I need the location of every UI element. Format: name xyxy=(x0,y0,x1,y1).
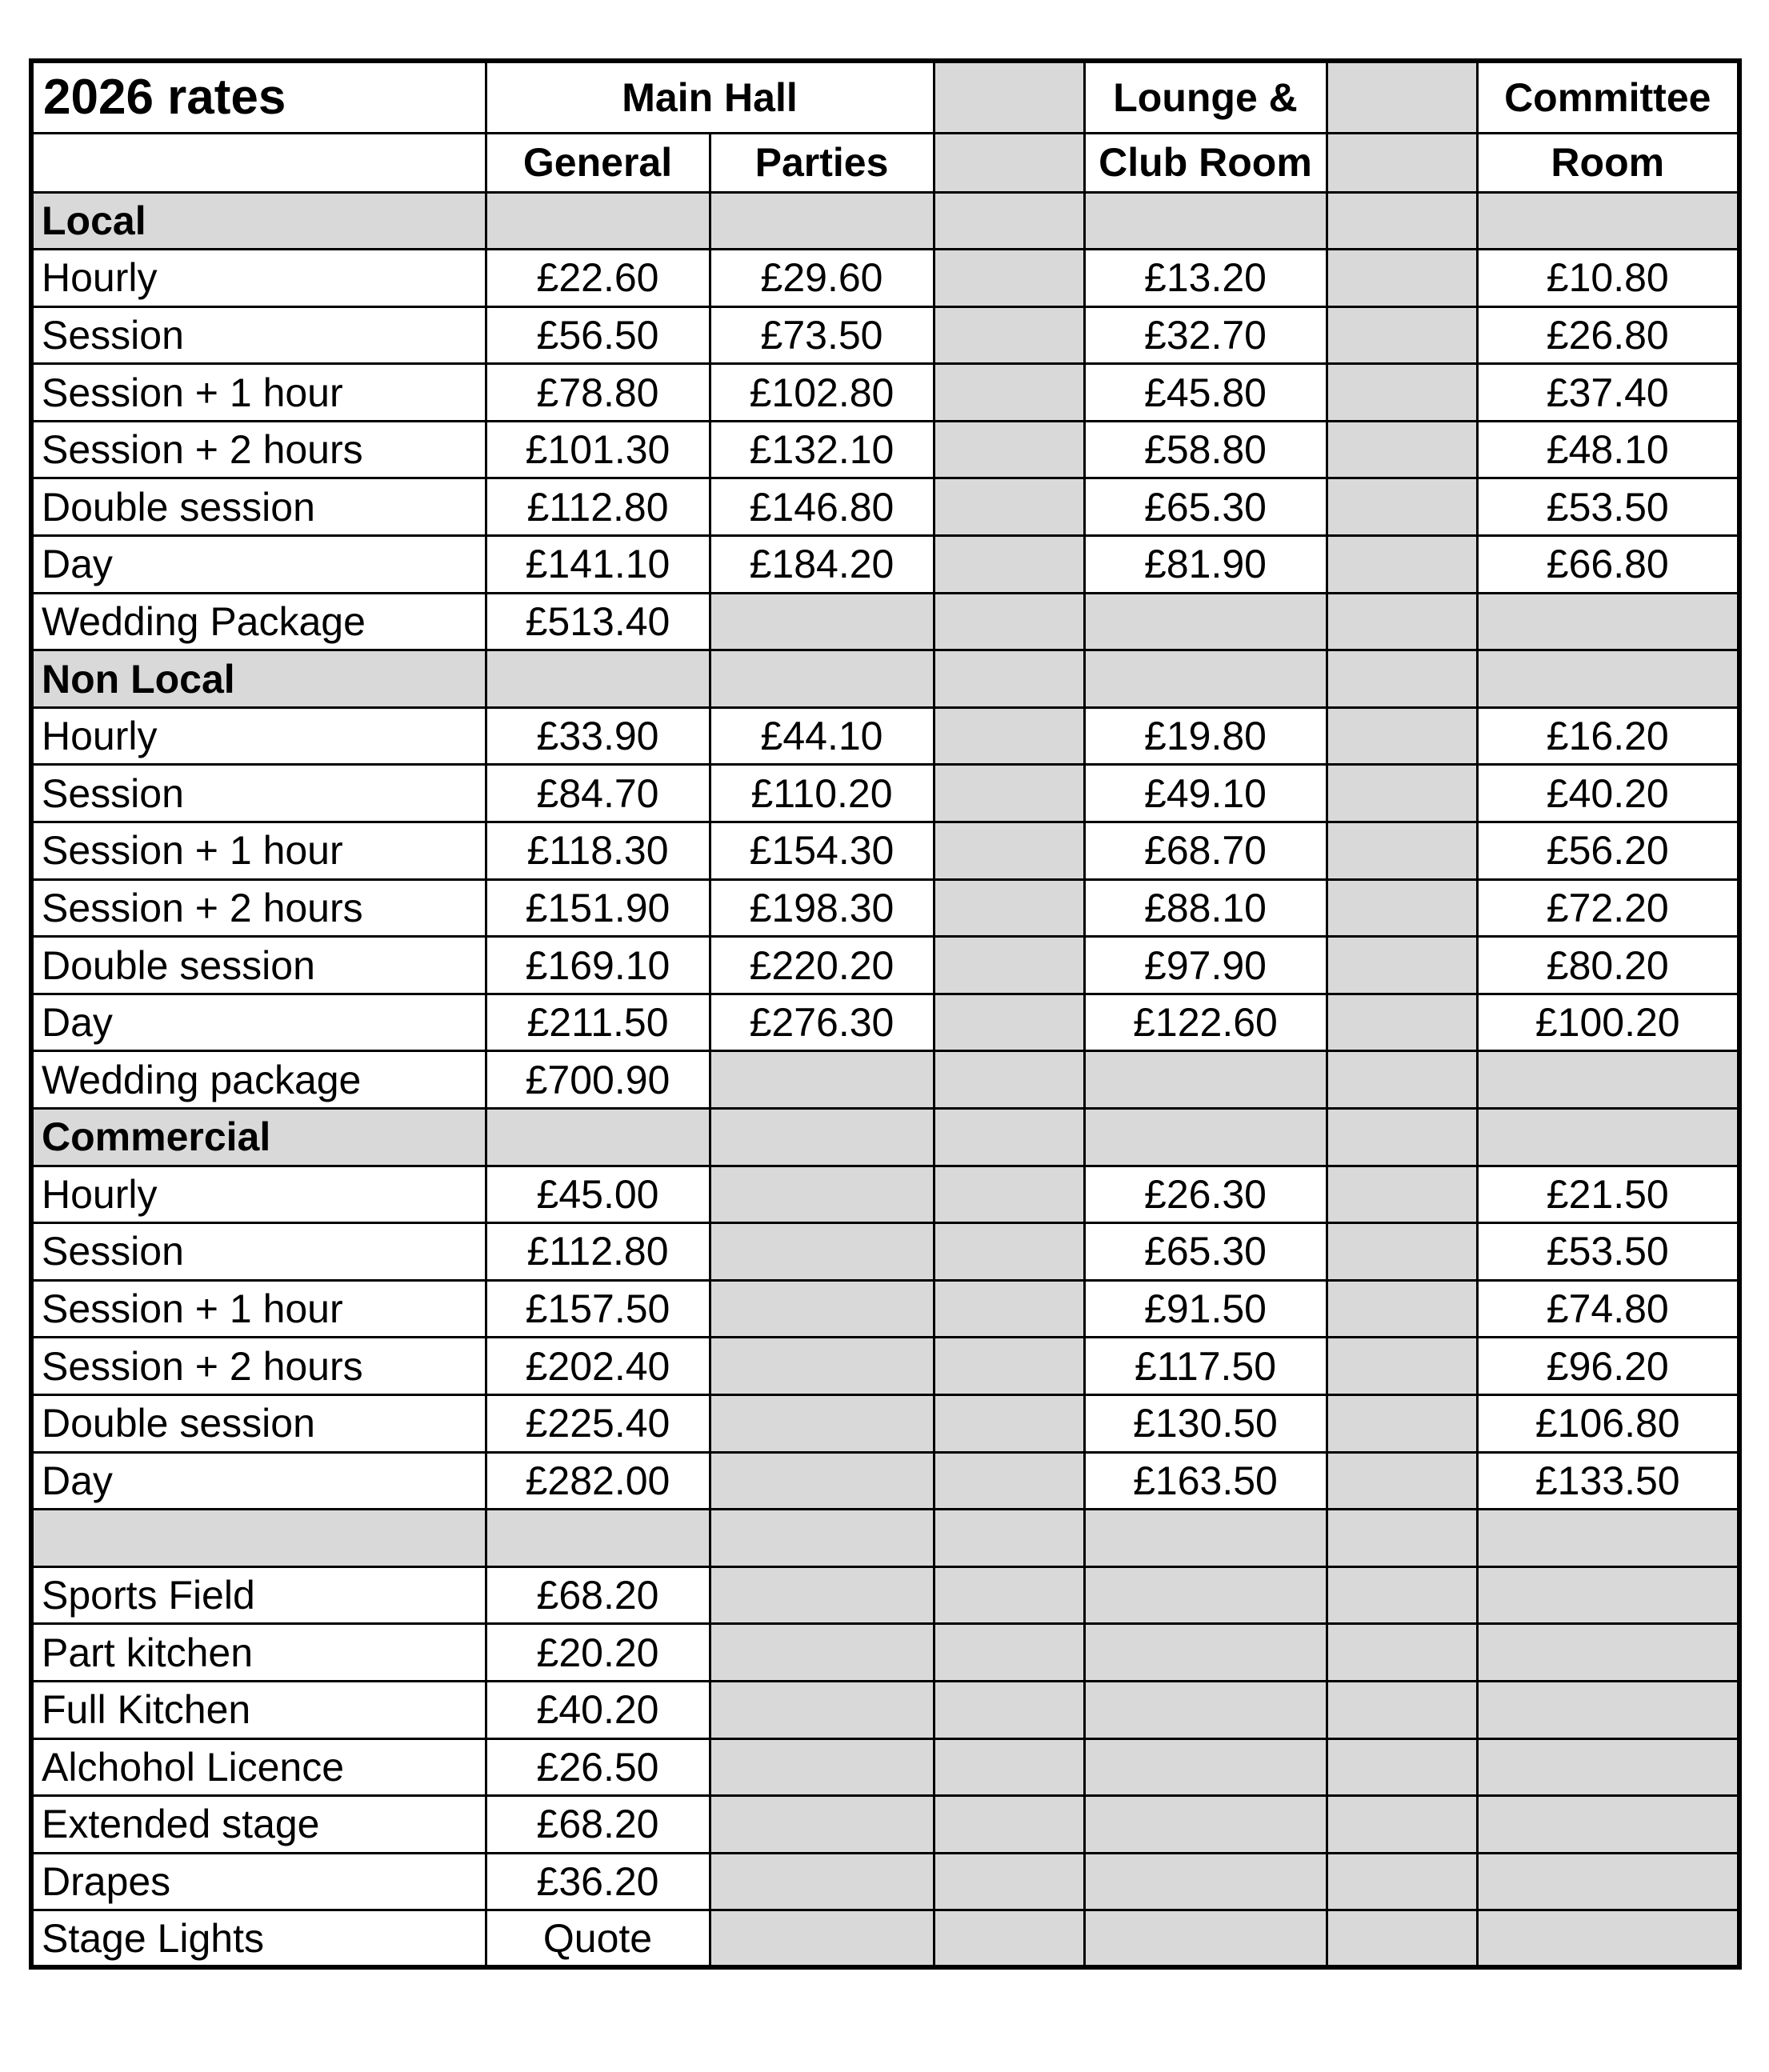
general-rate: £169.10 xyxy=(486,937,710,994)
spacer-cell xyxy=(934,1166,1084,1223)
lounge-rate: £13.20 xyxy=(1084,250,1327,307)
non-local-header-row xyxy=(31,650,1739,708)
parties-rate xyxy=(710,1280,934,1338)
table-row xyxy=(31,765,1739,822)
spacer-cell xyxy=(1327,133,1477,192)
general-rate: £700.90 xyxy=(486,1051,710,1109)
shaded-cell xyxy=(1084,1624,1327,1682)
shaded-cell xyxy=(1084,1510,1327,1567)
shaded-cell xyxy=(1477,1510,1739,1567)
row-label: Hourly xyxy=(31,707,486,765)
shaded-cell xyxy=(486,192,710,250)
shaded-cell xyxy=(486,1510,710,1567)
spacer-cell xyxy=(1327,1394,1477,1452)
committee-rate: £48.10 xyxy=(1477,421,1739,478)
table-row xyxy=(31,593,1739,650)
spacer-cell xyxy=(1327,593,1477,650)
shaded-cell xyxy=(1477,1109,1739,1166)
shaded-cell xyxy=(710,1109,934,1166)
extras-row xyxy=(31,1681,1739,1738)
lounge-rate: £65.30 xyxy=(1084,478,1327,536)
shaded-cell xyxy=(1084,1109,1327,1166)
row-label: Wedding package xyxy=(31,1051,486,1109)
spacer-cell xyxy=(934,707,1084,765)
parties-rate: £146.80 xyxy=(710,478,934,536)
table-row xyxy=(31,1051,1739,1109)
spacer-cell xyxy=(934,994,1084,1051)
parties-rate: £154.30 xyxy=(710,822,934,880)
parties-rate xyxy=(710,1394,934,1452)
shaded-cell xyxy=(934,1624,1084,1682)
shaded-cell xyxy=(710,1853,934,1910)
committee-rate: £10.80 xyxy=(1477,250,1739,307)
spacer-cell xyxy=(934,421,1084,478)
committee-rate: £133.50 xyxy=(1477,1452,1739,1510)
table-row xyxy=(31,879,1739,937)
row-label: Day xyxy=(31,536,486,594)
committee-rate xyxy=(1477,1051,1739,1109)
parties-rate: £220.20 xyxy=(710,937,934,994)
table-row xyxy=(31,1394,1739,1452)
lounge-rate: £81.90 xyxy=(1084,536,1327,594)
spacer-cell xyxy=(1327,1223,1477,1281)
spacer-cell xyxy=(1327,1452,1477,1510)
shaded-cell xyxy=(1477,192,1739,250)
shaded-cell xyxy=(1477,1624,1739,1682)
shaded-cell xyxy=(710,192,934,250)
spacer-cell xyxy=(1327,765,1477,822)
row-label: Session xyxy=(31,1223,486,1281)
lounge-rate: £65.30 xyxy=(1084,1223,1327,1281)
row-label: Full Kitchen xyxy=(31,1681,486,1738)
row-label: Session + 2 hours xyxy=(31,879,486,937)
general-rate: £40.20 xyxy=(486,1681,710,1738)
general-rate: £141.10 xyxy=(486,536,710,594)
spacer-cell xyxy=(934,879,1084,937)
parties-rate: £102.80 xyxy=(710,364,934,422)
header-lounge-line2: Club Room xyxy=(1084,133,1327,192)
spacer-cell xyxy=(934,478,1084,536)
general-rate: £513.40 xyxy=(486,593,710,650)
shaded-cell xyxy=(1477,1853,1739,1910)
lounge-rate: £117.50 xyxy=(1084,1338,1327,1395)
table-row xyxy=(31,822,1739,880)
spacer-cell xyxy=(934,250,1084,307)
lounge-rate: £19.80 xyxy=(1084,707,1327,765)
general-rate: £282.00 xyxy=(486,1452,710,1510)
shaded-cell xyxy=(1327,1853,1477,1910)
spacer-cell xyxy=(1327,994,1477,1051)
header-committee-line1: Committee xyxy=(1477,61,1739,133)
row-label: Stage Lights xyxy=(31,1910,486,1968)
shaded-cell xyxy=(1477,1796,1739,1854)
spacer-cell xyxy=(934,1394,1084,1452)
spacer-cell xyxy=(1327,937,1477,994)
row-label: Sports Field xyxy=(31,1566,486,1624)
spacer-cell xyxy=(1327,707,1477,765)
parties-rate: £110.20 xyxy=(710,765,934,822)
row-label: Session + 2 hours xyxy=(31,421,486,478)
extras-row xyxy=(31,1738,1739,1796)
extras-row xyxy=(31,1566,1739,1624)
table-row xyxy=(31,1166,1739,1223)
committee-rate: £66.80 xyxy=(1477,536,1739,594)
row-label: Session + 1 hour xyxy=(31,822,486,880)
row-label: Wedding Package xyxy=(31,593,486,650)
table-row xyxy=(31,707,1739,765)
general-rate: £112.80 xyxy=(486,1223,710,1281)
shaded-cell xyxy=(1084,1796,1327,1854)
table-row xyxy=(31,1452,1739,1510)
shaded-cell xyxy=(934,1796,1084,1854)
spacer-cell xyxy=(1327,364,1477,422)
extras-row xyxy=(31,1853,1739,1910)
committee-rate: £26.80 xyxy=(1477,306,1739,364)
shaded-cell xyxy=(1477,1910,1739,1968)
shaded-cell xyxy=(1084,1853,1327,1910)
shaded-cell xyxy=(1084,1910,1327,1968)
committee-rate: £72.20 xyxy=(1477,879,1739,937)
extras-row xyxy=(31,1910,1739,1968)
committee-rate: £96.20 xyxy=(1477,1338,1739,1395)
general-rate: £20.20 xyxy=(486,1624,710,1682)
table-row xyxy=(31,994,1739,1051)
general-rate: £68.20 xyxy=(486,1796,710,1854)
shaded-cell xyxy=(1327,1624,1477,1682)
shaded-cell xyxy=(710,1738,934,1796)
row-label: Day xyxy=(31,994,486,1051)
lounge-rate: £130.50 xyxy=(1084,1394,1327,1452)
header-parties: Parties xyxy=(710,133,934,192)
row-label: Session + 1 hour xyxy=(31,1280,486,1338)
table-row xyxy=(31,937,1739,994)
lounge-rate: £26.30 xyxy=(1084,1166,1327,1223)
shaded-cell xyxy=(1477,650,1739,708)
shaded-cell xyxy=(934,1566,1084,1624)
row-label: Part kitchen xyxy=(31,1624,486,1682)
parties-rate: £198.30 xyxy=(710,879,934,937)
spacer-cell xyxy=(1327,1166,1477,1223)
parties-rate xyxy=(710,1223,934,1281)
row-label: Session + 2 hours xyxy=(31,1338,486,1395)
shaded-cell xyxy=(1084,1738,1327,1796)
table-row xyxy=(31,306,1739,364)
general-rate: £118.30 xyxy=(486,822,710,880)
spacer-cell xyxy=(934,536,1084,594)
lounge-rate: £88.10 xyxy=(1084,879,1327,937)
committee-rate xyxy=(1477,593,1739,650)
spacer-cell xyxy=(934,822,1084,880)
lounge-rate: £45.80 xyxy=(1084,364,1327,422)
spacer-cell xyxy=(1327,61,1477,133)
shaded-cell xyxy=(1327,1566,1477,1624)
row-label: Hourly xyxy=(31,250,486,307)
shaded-cell xyxy=(1327,1109,1477,1166)
lounge-rate: £91.50 xyxy=(1084,1280,1327,1338)
committee-rate: £21.50 xyxy=(1477,1166,1739,1223)
spacer-cell xyxy=(1327,879,1477,937)
general-rate: £84.70 xyxy=(486,765,710,822)
general-rate: £56.50 xyxy=(486,306,710,364)
shaded-cell xyxy=(710,1910,934,1968)
spacer-cell xyxy=(1327,306,1477,364)
table-row xyxy=(31,1338,1739,1395)
spacer-cell xyxy=(1327,536,1477,594)
spacer-cell xyxy=(934,1280,1084,1338)
row-label: Drapes xyxy=(31,1853,486,1910)
local-header-row xyxy=(31,192,1739,250)
shaded-cell xyxy=(1084,192,1327,250)
committee-rate: £74.80 xyxy=(1477,1280,1739,1338)
committee-rate: £100.20 xyxy=(1477,994,1739,1051)
shaded-cell xyxy=(1327,1510,1477,1567)
lounge-rate xyxy=(1084,593,1327,650)
lounge-rate: £58.80 xyxy=(1084,421,1327,478)
table-row xyxy=(31,478,1739,536)
spacer-cell xyxy=(1327,822,1477,880)
shaded-cell xyxy=(1327,192,1477,250)
general-rate: £33.90 xyxy=(486,707,710,765)
shaded-cell xyxy=(31,1510,486,1567)
row-label: Extended stage xyxy=(31,1796,486,1854)
shaded-cell xyxy=(486,650,710,708)
general-rate: £22.60 xyxy=(486,250,710,307)
general-rate: £78.80 xyxy=(486,364,710,422)
spacer-cell xyxy=(934,306,1084,364)
lounge-rate: £68.70 xyxy=(1084,822,1327,880)
general-rate: £68.20 xyxy=(486,1566,710,1624)
extras-row xyxy=(31,1624,1739,1682)
shaded-cell xyxy=(710,1510,934,1567)
shaded-cell xyxy=(710,650,934,708)
general-rate: £211.50 xyxy=(486,994,710,1051)
commercial-header-row xyxy=(31,1109,1739,1166)
spacer-cell xyxy=(934,1223,1084,1281)
shaded-cell xyxy=(1084,1681,1327,1738)
committee-rate: £16.20 xyxy=(1477,707,1739,765)
parties-rate: £132.10 xyxy=(710,421,934,478)
lounge-rate: £163.50 xyxy=(1084,1452,1327,1510)
header-main-hall: Main Hall xyxy=(486,61,934,133)
rates-body xyxy=(31,192,1739,1967)
header-blank xyxy=(31,133,486,192)
shaded-cell xyxy=(710,1796,934,1854)
committee-rate: £106.80 xyxy=(1477,1394,1739,1452)
shaded-cell xyxy=(1084,650,1327,708)
shaded-cell xyxy=(934,1109,1084,1166)
table-row xyxy=(31,364,1739,422)
general-rate: £157.50 xyxy=(486,1280,710,1338)
shaded-cell xyxy=(710,1566,934,1624)
parties-rate: £276.30 xyxy=(710,994,934,1051)
row-label: Session + 1 hour xyxy=(31,364,486,422)
committee-rate: £56.20 xyxy=(1477,822,1739,880)
shaded-cell xyxy=(710,1624,934,1682)
spacer-cell xyxy=(1327,478,1477,536)
parties-rate xyxy=(710,1166,934,1223)
general-rate: £112.80 xyxy=(486,478,710,536)
extras-row xyxy=(31,1796,1739,1854)
shaded-cell xyxy=(934,1853,1084,1910)
general-rate: £36.20 xyxy=(486,1853,710,1910)
parties-rate: £73.50 xyxy=(710,306,934,364)
parties-rate: £184.20 xyxy=(710,536,934,594)
spacer-cell xyxy=(1327,250,1477,307)
spacer-cell xyxy=(934,937,1084,994)
parties-rate xyxy=(710,1338,934,1395)
general-rate: £151.90 xyxy=(486,879,710,937)
spacer-cell xyxy=(1327,1280,1477,1338)
lounge-rate: £122.60 xyxy=(1084,994,1327,1051)
parties-rate xyxy=(710,1051,934,1109)
table-row xyxy=(31,536,1739,594)
rates-table xyxy=(29,58,1742,1970)
section-title: Non Local xyxy=(31,650,486,708)
table-row xyxy=(31,1280,1739,1338)
parties-rate xyxy=(710,593,934,650)
shaded-cell xyxy=(934,192,1084,250)
shaded-cell xyxy=(1477,1566,1739,1624)
parties-rate xyxy=(710,1452,934,1510)
spacer-cell xyxy=(934,61,1084,133)
row-label: Day xyxy=(31,1452,486,1510)
general-rate: £202.40 xyxy=(486,1338,710,1395)
spacer-cell xyxy=(1327,1051,1477,1109)
general-rate: £26.50 xyxy=(486,1738,710,1796)
table-row xyxy=(31,250,1739,307)
lounge-rate: £32.70 xyxy=(1084,306,1327,364)
shaded-cell xyxy=(1327,1681,1477,1738)
header-committee-line2: Room xyxy=(1477,133,1739,192)
shaded-cell xyxy=(1327,650,1477,708)
spacer-cell xyxy=(934,133,1084,192)
spacer-cell xyxy=(934,593,1084,650)
committee-rate: £37.40 xyxy=(1477,364,1739,422)
section-title: Local xyxy=(31,192,486,250)
shaded-cell xyxy=(1327,1910,1477,1968)
committee-rate: £40.20 xyxy=(1477,765,1739,822)
shaded-cell xyxy=(710,1681,934,1738)
row-label: Double session xyxy=(31,478,486,536)
row-label: Double session xyxy=(31,1394,486,1452)
parties-rate: £29.60 xyxy=(710,250,934,307)
shaded-cell xyxy=(1327,1738,1477,1796)
shaded-cell xyxy=(1477,1681,1739,1738)
spacer-cell xyxy=(934,1452,1084,1510)
committee-rate: £80.20 xyxy=(1477,937,1739,994)
spacer-cell xyxy=(1327,421,1477,478)
general-rate: £101.30 xyxy=(486,421,710,478)
general-rate: £225.40 xyxy=(486,1394,710,1452)
header-lounge-line1: Lounge & xyxy=(1084,61,1327,133)
general-rate: Quote xyxy=(486,1910,710,1968)
shaded-cell xyxy=(1327,1796,1477,1854)
spacer-cell xyxy=(934,364,1084,422)
shaded-cell xyxy=(934,1910,1084,1968)
shaded-cell xyxy=(1477,1738,1739,1796)
header-general: General xyxy=(486,133,710,192)
committee-rate: £53.50 xyxy=(1477,478,1739,536)
row-label: Hourly xyxy=(31,1166,486,1223)
shaded-cell xyxy=(486,1109,710,1166)
committee-rate: £53.50 xyxy=(1477,1223,1739,1281)
separator-row xyxy=(31,1510,1739,1567)
parties-rate: £44.10 xyxy=(710,707,934,765)
shaded-cell xyxy=(1084,1566,1327,1624)
shaded-cell xyxy=(934,1738,1084,1796)
spacer-cell xyxy=(1327,1338,1477,1395)
spacer-cell xyxy=(934,1051,1084,1109)
lounge-rate: £49.10 xyxy=(1084,765,1327,822)
table-row xyxy=(31,421,1739,478)
row-label: Session xyxy=(31,306,486,364)
row-label: Alchohol Licence xyxy=(31,1738,486,1796)
lounge-rate xyxy=(1084,1051,1327,1109)
section-title: Commercial xyxy=(31,1109,486,1166)
shaded-cell xyxy=(934,650,1084,708)
general-rate: £45.00 xyxy=(486,1166,710,1223)
shaded-cell xyxy=(934,1510,1084,1567)
shaded-cell xyxy=(934,1681,1084,1738)
row-label: Double session xyxy=(31,937,486,994)
lounge-rate: £97.90 xyxy=(1084,937,1327,994)
table-row xyxy=(31,1223,1739,1281)
page-title: 2026 rates xyxy=(31,61,486,133)
spacer-cell xyxy=(934,765,1084,822)
row-label: Session xyxy=(31,765,486,822)
spacer-cell xyxy=(934,1338,1084,1395)
